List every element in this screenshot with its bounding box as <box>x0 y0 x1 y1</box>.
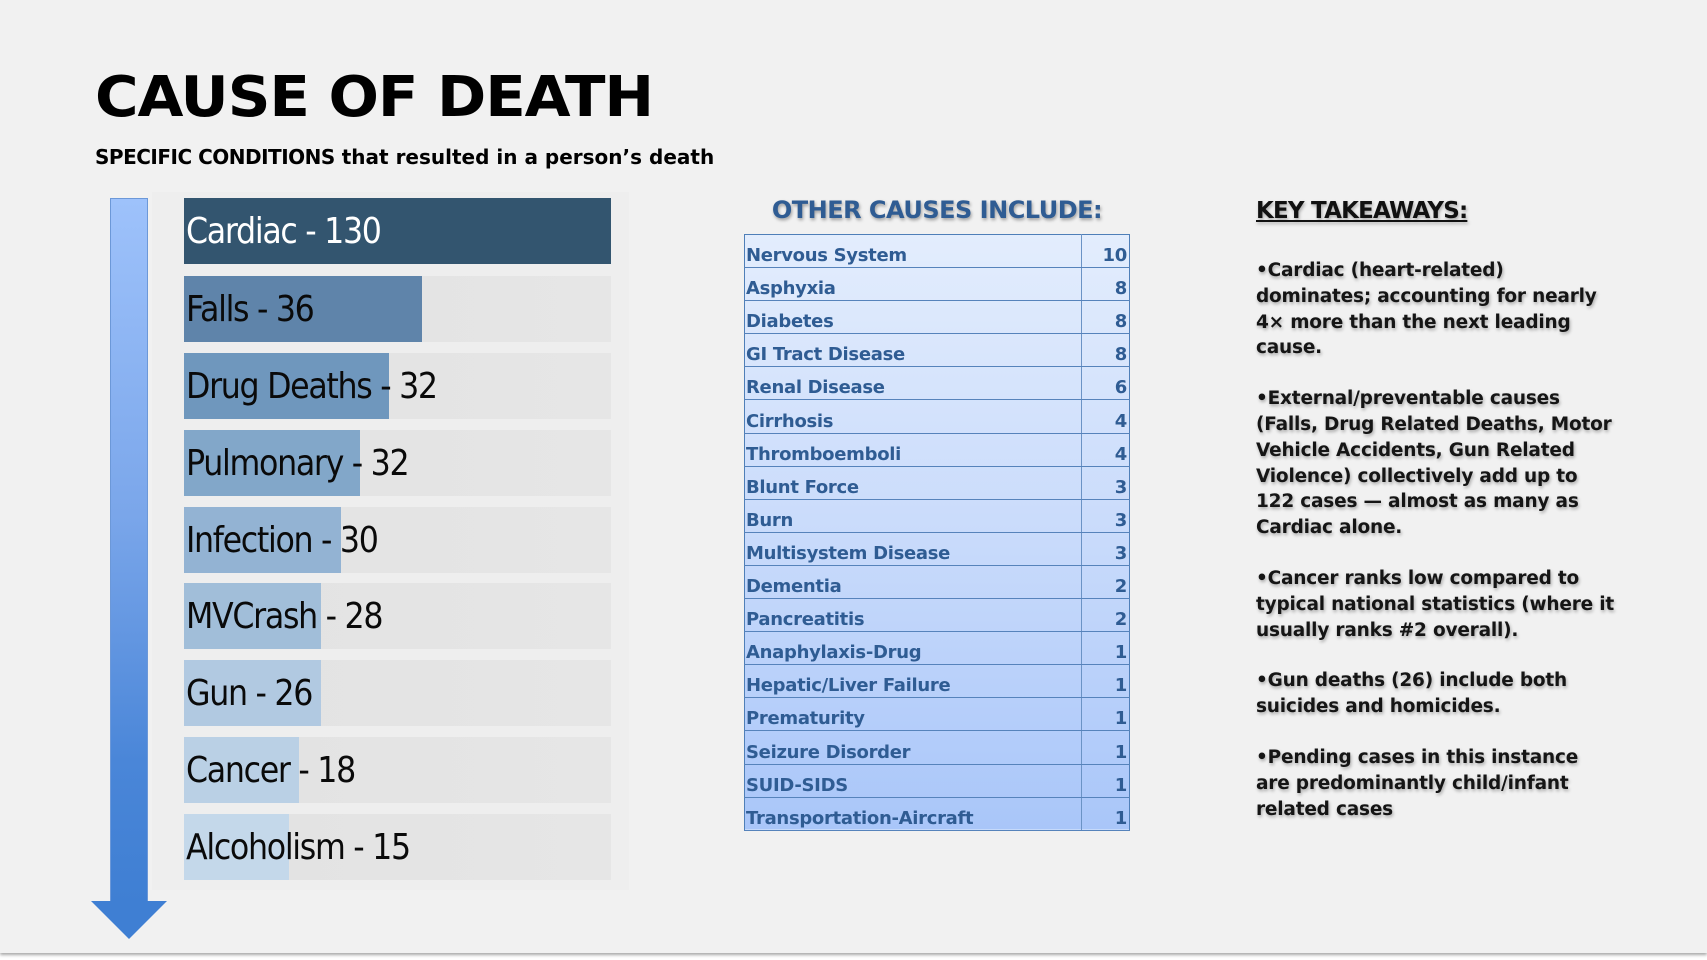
bar-label: Drug Deaths - 32 <box>186 365 437 407</box>
cause-name-cell: Seizure Disorder <box>745 731 1082 764</box>
table-row <box>745 301 1130 334</box>
cause-count-cell: 8 <box>1082 268 1130 301</box>
key-takeaways-list <box>1256 258 1616 847</box>
bar-row <box>184 276 611 342</box>
bar-label: Cancer - 18 <box>186 749 355 791</box>
bar-label: Infection - 30 <box>186 519 378 561</box>
bar-label: Falls - 36 <box>186 288 314 330</box>
bar-chart <box>152 192 629 890</box>
table-row <box>745 599 1130 632</box>
cause-name-cell: Anaphylaxis-Drug <box>745 632 1082 665</box>
table-row <box>745 400 1130 433</box>
cause-count-cell: 8 <box>1082 301 1130 334</box>
cause-name-cell: Thromboemboli <box>745 433 1082 466</box>
cause-count-cell: 6 <box>1082 367 1130 400</box>
bar-row <box>184 353 611 419</box>
table-row <box>745 565 1130 598</box>
bar-label: MVCrash - 28 <box>186 595 383 637</box>
bar-label: Gun - 26 <box>186 672 313 714</box>
subtitle-lead: SPECIFIC CONDITIONS <box>95 145 335 169</box>
cause-name-cell: Nervous System <box>745 235 1082 268</box>
cause-name-cell: Diabetes <box>745 301 1082 334</box>
bar-row <box>184 660 611 726</box>
subtitle-rest: that resulted in a person’s death <box>334 145 715 169</box>
cause-count-cell: 10 <box>1082 235 1130 268</box>
cause-name-cell: Blunt Force <box>745 466 1082 499</box>
cause-name-cell: Asphyxia <box>745 268 1082 301</box>
cause-name-cell: Transportation-Aircraft <box>745 797 1082 830</box>
cause-count-cell: 1 <box>1082 632 1130 665</box>
cause-count-cell: 1 <box>1082 731 1130 764</box>
other-causes-table <box>744 234 1130 831</box>
cause-count-cell: 4 <box>1082 433 1130 466</box>
cause-name-cell: Cirrhosis <box>745 400 1082 433</box>
cause-name-cell: Multisystem Disease <box>745 532 1082 565</box>
cause-count-cell: 2 <box>1082 599 1130 632</box>
cause-name-cell: Pancreatitis <box>745 599 1082 632</box>
table-row <box>745 334 1130 367</box>
cause-count-cell: 8 <box>1082 334 1130 367</box>
cause-count-cell: 1 <box>1082 665 1130 698</box>
takeaway-item: •Cardiac (heart-related) dominates; accounting for nearly 4× more than the next leading cause. <box>1256 260 1597 359</box>
cause-name-cell: GI Tract Disease <box>745 334 1082 367</box>
cause-name-cell: SUID-SIDS <box>745 764 1082 797</box>
takeaway-item: •External/preventable causes (Falls, Drug Related Deaths, Motor Vehicle Accidents, Gun Related Violence) collectively add up to 122 cases — almost as many as Cardiac alone. <box>1256 388 1612 539</box>
cause-count-cell: 1 <box>1082 764 1130 797</box>
takeaway-item: •Cancer ranks low compared to typical national statistics (where it usually ranks #2 overall). <box>1256 567 1615 641</box>
key-takeaways-heading: KEY TAKEAWAYS: <box>1256 198 1468 224</box>
cause-count-cell: 1 <box>1082 797 1130 830</box>
page-title: CAUSE OF DEATH <box>95 65 654 130</box>
page-subtitle <box>95 145 714 169</box>
bar-label: Cardiac - 130 <box>186 210 381 252</box>
table-row <box>745 466 1130 499</box>
table-row <box>745 764 1130 797</box>
table-row <box>745 499 1130 532</box>
cause-count-cell: 4 <box>1082 400 1130 433</box>
bar-row <box>184 737 611 803</box>
bar-row <box>184 198 611 264</box>
table-row <box>745 367 1130 400</box>
cause-name-cell: Dementia <box>745 565 1082 598</box>
bar-row <box>184 507 611 573</box>
cause-count-cell: 2 <box>1082 565 1130 598</box>
table-row <box>745 731 1130 764</box>
table-row <box>745 532 1130 565</box>
bar-row <box>184 430 611 496</box>
bar-row <box>184 583 611 649</box>
bar-label: Pulmonary - 32 <box>186 442 409 484</box>
table-row <box>745 235 1130 268</box>
bar-row <box>184 814 611 880</box>
takeaway-item: •Pending cases in this instance are predominantly child/infant related cases <box>1256 746 1579 820</box>
rank-arrow-shaft <box>110 198 148 903</box>
other-causes-heading: OTHER CAUSES INCLUDE: <box>771 196 1103 224</box>
table-row <box>745 698 1130 731</box>
cause-count-cell: 3 <box>1082 466 1130 499</box>
cause-name-cell: Hepatic/Liver Failure <box>745 665 1082 698</box>
cause-name-cell: Renal Disease <box>745 367 1082 400</box>
table-row <box>745 665 1130 698</box>
table-row <box>745 797 1130 830</box>
cause-count-cell: 1 <box>1082 698 1130 731</box>
table-row <box>745 268 1130 301</box>
takeaway-item: •Gun deaths (26) include both suicides and homicides. <box>1256 670 1568 718</box>
cause-count-cell: 3 <box>1082 499 1130 532</box>
cause-name-cell: Prematurity <box>745 698 1082 731</box>
table-row <box>745 632 1130 665</box>
table-row <box>745 433 1130 466</box>
cause-name-cell: Burn <box>745 499 1082 532</box>
bar-label: Alcoholism - 15 <box>186 826 410 868</box>
cause-count-cell: 3 <box>1082 532 1130 565</box>
down-arrow-icon <box>91 901 167 939</box>
